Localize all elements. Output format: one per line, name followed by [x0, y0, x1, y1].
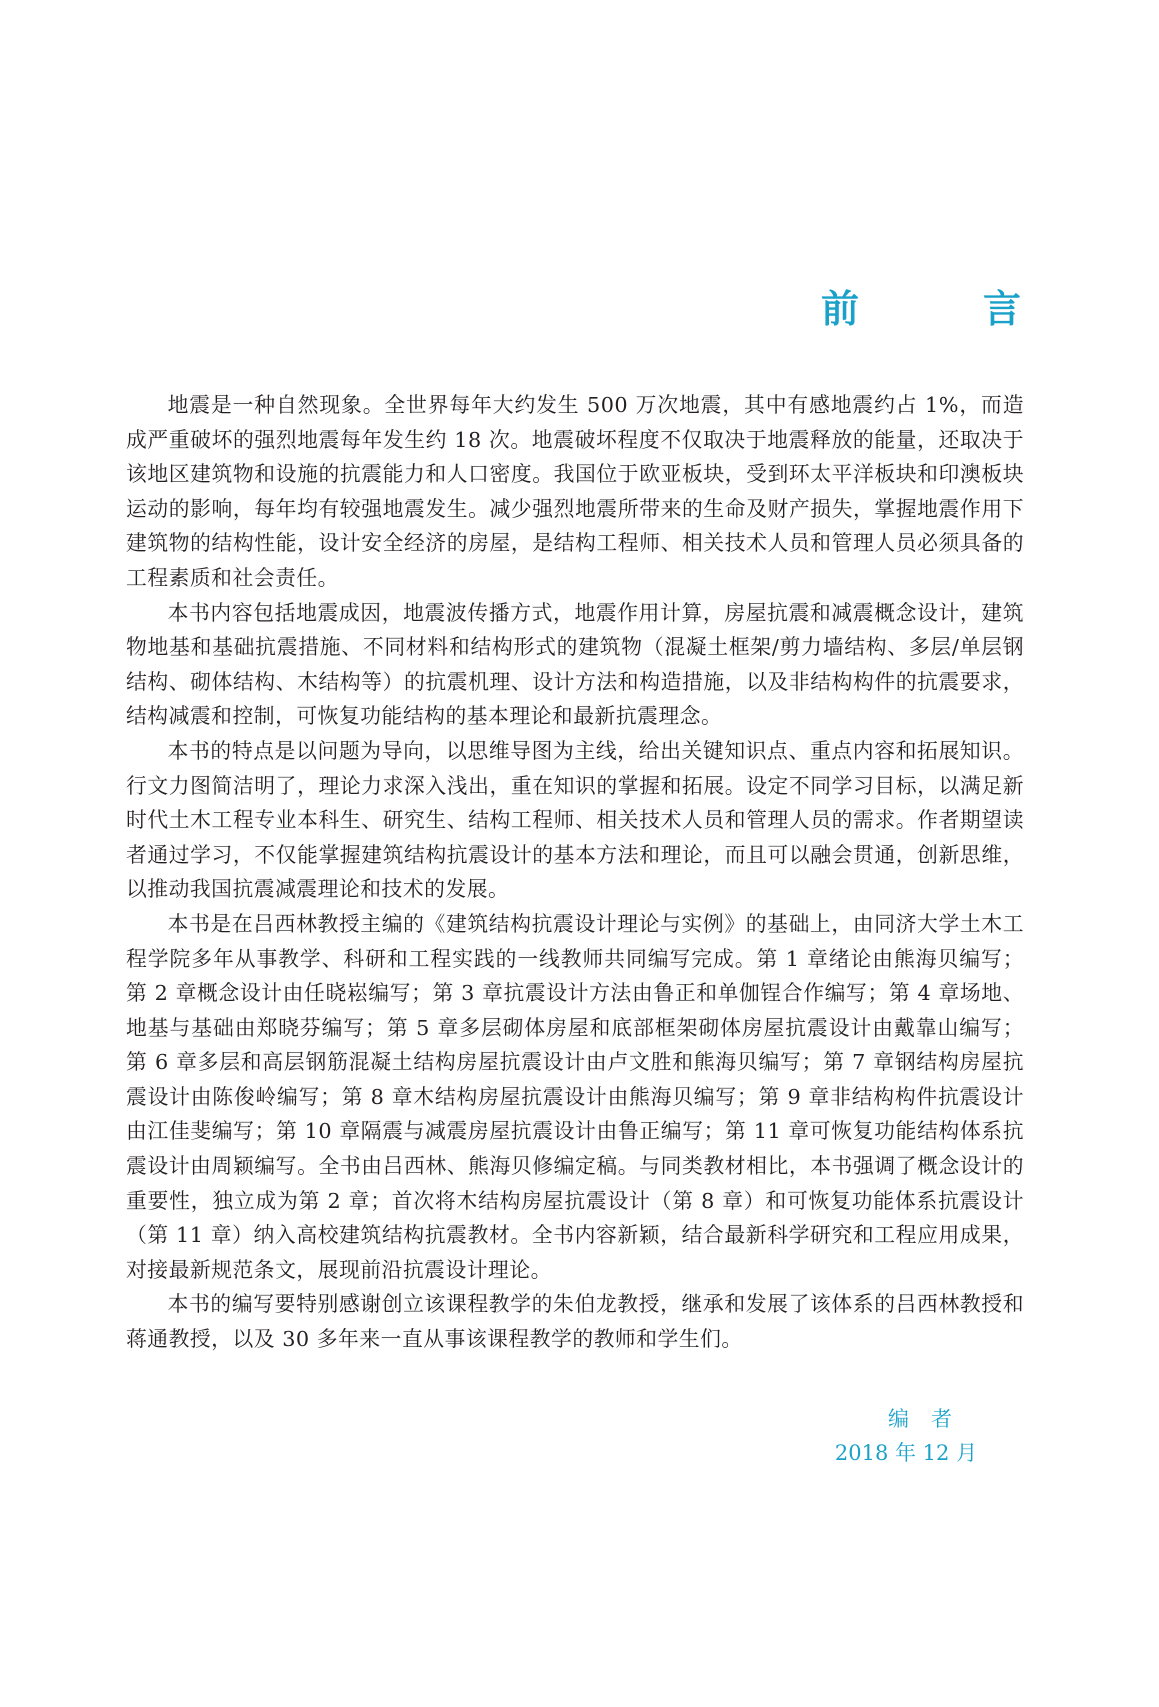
preface-body [126, 388, 1024, 1357]
paragraph-4: 本书是在吕西林教授主编的《建筑结构抗震设计理论与实例》的基础上，由同济大学土木工程学院多年从事教学、科研和工程实践的一线教师共同编写完成。第 1 章绪论由熊海贝编写；第 2 章概念设计由任晓崧编写；第 3 章抗震设计方法由鲁正和单伽锃合作编写；第 4 章场地、地基与基础由郑晓芬编写；第 5 章多层砌体房屋和底部框架砌体房屋抗震设计由戴靠山编写；第 6 章多层和高层钢筋混凝土结构房屋抗震设计由卢文胜和熊海贝编写；第 7 章钢结构房屋抗震设计由陈俊岭编写；第 8 章木结构房屋抗震设计由熊海贝编写；第 9 章非结构构件抗震设计由江佳斐编写；第 10 章隔震与减震房屋抗震设计由鲁正编写；第 11 章可恢复功能结构体系抗震设计由周颖编写。全书由吕西林、熊海贝修编定稿。与同类教材相比，本书强调了概念设计的重要性，独立成为第 2 章；首次将木结构房屋抗震设计（第 8 章）和可恢复功能体系抗震设计（第 11 章）纳入高校建筑结构抗震教材。全书内容新颖，结合最新科学研究和工程应用成果，对接最新规范条文，展现前沿抗震设计理论。 [126, 911, 1024, 1282]
signature-date: 2018 年 12 月 [834, 1441, 978, 1465]
title-char-1: 前 [821, 286, 860, 331]
title-char-2: 言 [982, 286, 1021, 331]
paragraph-3: 本书的特点是以问题为导向，以思维导图为主线，给出关键知识点、重点内容和拓展知识。行文力图简洁明了，理论力求深入浅出，重在知识的掌握和拓展。设定不同学习目标，以满足新时代土木工程专业本科生、研究生、结构工程师、相关技术人员和管理人员的需求。作者期望读者通过学习，不仅能掌握建筑结构抗震设计的基本方法和理论，而且可以融会贯通，创新思维，以推动我国抗震减震理论和技术的发展。 [126, 738, 1024, 902]
page-title [821, 278, 1021, 333]
paragraph-2: 本书内容包括地震成因，地震波传播方式，地震作用计算，房屋抗震和减震概念设计，建筑物地基和基础抗震措施、不同材料和结构形式的建筑物（混凝土框架/剪力墙结构、多层/单层钢结构、砌体结构、木结构等）的抗震机理、设计方法和构造措施，以及非结构构件的抗震要求，结构减震和控制，可恢复功能结构的基本理论和最新抗震理念。 [126, 600, 1024, 729]
paragraph-1: 地震是一种自然现象。全世界每年大约发生 500 万次地震，其中有感地震约占 1%，而造成严重破坏的强烈地震每年发生约 18 次。地震破坏程度不仅取决于地震释放的能量，还取决于该地区建筑物和设施的抗震能力和人口密度。我国位于欧亚板块，受到环太平洋板块和印澳板块运动的影响，每年均有较强地震发生。减少强烈地震所带来的生命及财产损失，掌握地震作用下建筑物的结构性能，设计安全经济的房屋，是结构工程师、相关技术人员和管理人员必须具备的工程素质和社会责任。 [126, 393, 1024, 590]
signature-block [834, 1402, 1000, 1470]
author-signature: 编者 [888, 1407, 974, 1431]
paragraph-5: 本书的编写要特别感谢创立该课程教学的朱伯龙教授，继承和发展了该体系的吕西林教授和蒋通教授，以及 30 多年来一直从事该课程教学的教师和学生们。 [126, 1292, 1024, 1352]
